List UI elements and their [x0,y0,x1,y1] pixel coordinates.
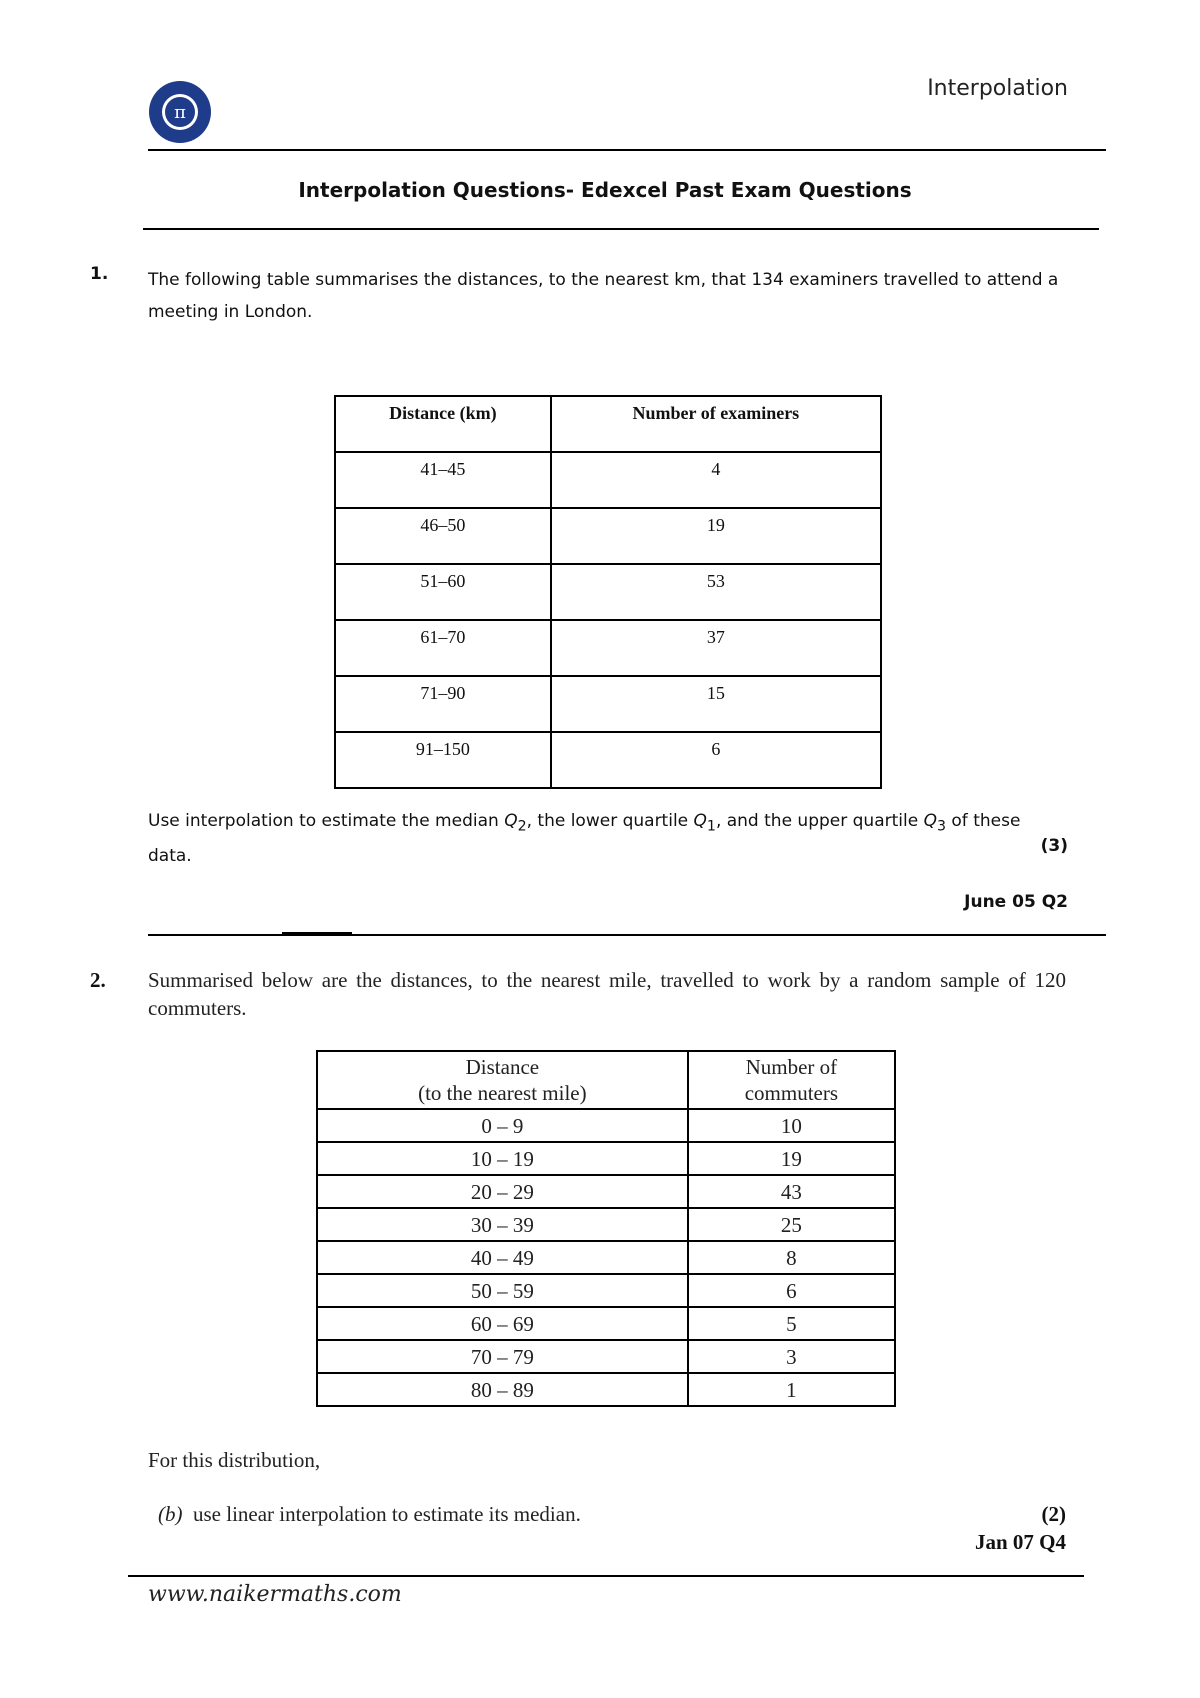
question-1-text: The following table summarises the distances, to the nearest km, that 134 examiners travelled to attend a meeting in London. [148,270,1059,322]
table-cell: 41–45 [335,452,551,508]
table-cell: 30 – 39 [317,1208,688,1241]
footer-website-link[interactable]: www.naikermaths.com [148,1582,402,1607]
table-cell: 70 – 79 [317,1340,688,1373]
table-cell: 91–150 [335,732,551,788]
question-2-marks: (2) [1041,1502,1066,1526]
table-cell: 5 [688,1307,895,1340]
table-row [317,1274,895,1307]
table-cell: 6 [688,1274,895,1307]
table-cell: 19 [688,1142,895,1175]
title-rule [143,228,1099,230]
table-cell: 1 [688,1373,895,1406]
commuters-distance-table [316,1050,896,1407]
instruction-part: , the lower quartile [526,811,694,831]
table-cell: 40 – 49 [317,1241,688,1274]
table-cell: 8 [688,1241,895,1274]
page-title: Interpolation Questions- Edexcel Past Exam Questions [298,178,912,202]
question-1-reference: June 05 Q2 [964,892,1068,912]
table-row [335,620,881,676]
table-row [335,452,881,508]
table-cell: 60 – 69 [317,1307,688,1340]
table-cell: 10 – 19 [317,1142,688,1175]
table-header [317,1051,688,1109]
header-line: Number of [745,1055,838,1079]
instruction-part: of these data. [148,811,1021,867]
table-row [335,564,881,620]
question-2-text: Summarised below are the distances, to the nearest mile, travelled to work by a random sample of 120 commuters. [148,968,1066,1020]
table-cell: 43 [688,1175,895,1208]
quartile-symbol: Q [923,811,937,831]
table-cell: 3 [688,1340,895,1373]
table-cell: 53 [551,564,881,620]
table-cell: 6 [551,732,881,788]
table-cell: 80 – 89 [317,1373,688,1406]
question-1-number: 1. [90,264,109,284]
question-2-reference: Jan 07 Q4 [974,1530,1066,1554]
table-row [335,508,881,564]
header-line: (to the nearest mile) [418,1081,587,1105]
question-2-part-b [158,1502,581,1527]
table-cell: 46–50 [335,508,551,564]
table-header [688,1051,895,1109]
table-row [317,1175,895,1208]
table-cell: 61–70 [335,620,551,676]
table-row [317,1241,895,1274]
quartile-subscript: 1 [706,818,716,835]
table-row [317,1307,895,1340]
question-2-lead-in: For this distribution, [148,1448,321,1472]
quartile-symbol: Q [504,811,518,831]
table-row [317,1142,895,1175]
table-cell: 71–90 [335,676,551,732]
table-row [317,1208,895,1241]
header-section-title: Interpolation [927,76,1068,101]
table-cell: 19 [551,508,881,564]
question-1-instruction [148,806,1068,871]
instruction-part: Use interpolation to estimate the median [148,811,505,831]
quartile-subscript: 2 [517,818,527,835]
question-2-number: 2. [90,968,106,992]
examiners-distance-table [334,395,882,789]
naikermaths-logo [148,80,212,144]
question-1-marks: (3) [1040,836,1068,856]
quartile-symbol: Q [693,811,707,831]
table-cell: 50 – 59 [317,1274,688,1307]
table-cell: 0 – 9 [317,1109,688,1142]
table-header: Distance (km) [335,396,551,452]
table-row [335,676,881,732]
table-cell: 20 – 29 [317,1175,688,1208]
part-label: (b) [158,1502,183,1526]
instruction-part: , and the upper quartile [715,811,924,831]
svg-text:π: π [174,102,186,123]
table-row [335,732,881,788]
table-header: Number of examiners [551,396,881,452]
quartile-subscript: 3 [936,818,946,835]
table-cell: 51–60 [335,564,551,620]
table-row [317,1340,895,1373]
table-cell: 10 [688,1109,895,1142]
table-row [317,1109,895,1142]
separator-accent [282,932,352,935]
header-line: commuters [744,1081,839,1105]
table-row [317,1373,895,1406]
table-cell: 15 [551,676,881,732]
header-rule [148,149,1106,151]
table-cell: 4 [551,452,881,508]
header-line: Distance [465,1055,540,1079]
table-cell: 37 [551,620,881,676]
table-cell: 25 [688,1208,895,1241]
footer-rule [128,1575,1084,1577]
part-text: use linear interpolation to estimate its median. [193,1502,581,1526]
